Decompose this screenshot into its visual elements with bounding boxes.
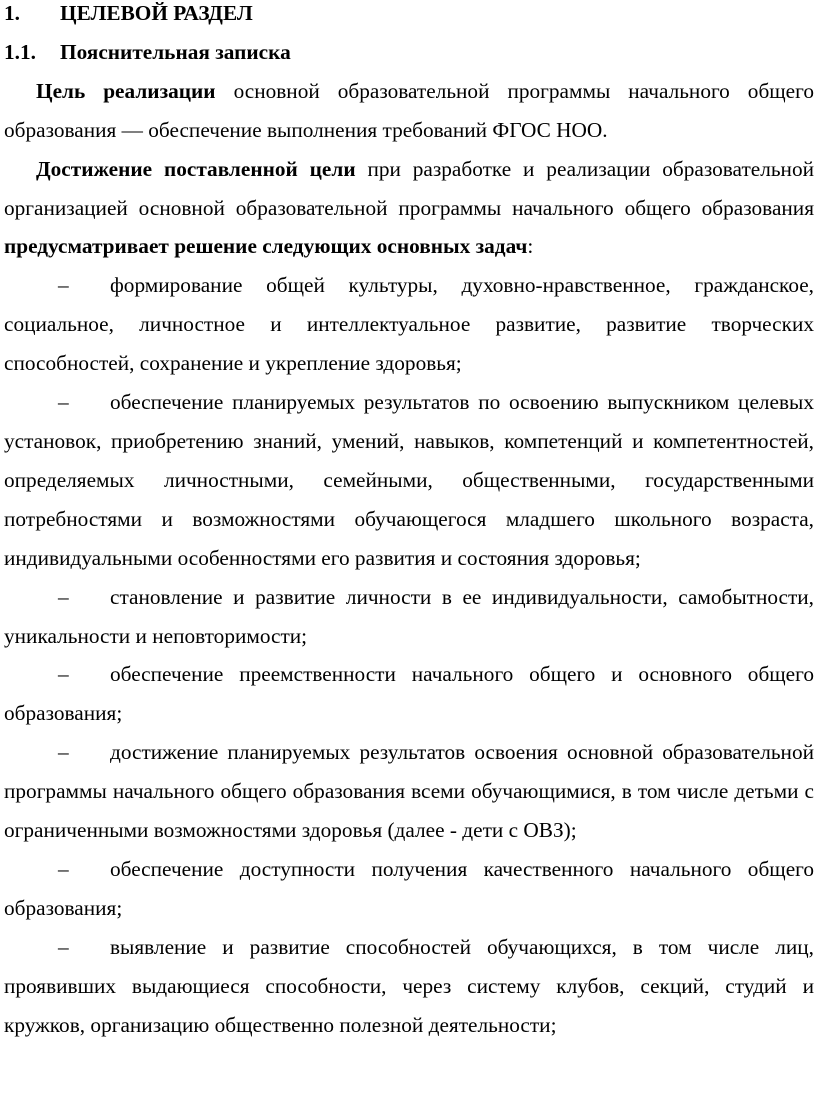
tasks-colon: : <box>527 234 534 259</box>
list-marker: – <box>58 273 69 298</box>
section-title: ЦЕЛЕВОЙ РАЗДЕЛ <box>60 1 253 25</box>
list-item-text: достижение планируемых результатов освоения основной образовательной программы начального общего образования всеми обучающимися, в том числе детьми с ограниченными возможностями здоровья (далее - дети с ОВЗ); <box>4 740 814 843</box>
achievement-bold-phrase: Достижение поставленной цели <box>36 156 356 181</box>
subsection-number: 1.1. <box>4 39 36 64</box>
list-item <box>4 928 814 1045</box>
list-item-text: становление и развитие личности в ее индивидуальности, самобытности, уникальности и неповторимости; <box>4 584 814 648</box>
list-marker: – <box>58 934 69 959</box>
goal-text: основной образовательной программы начального общего образования — обеспечение выполнения требований ФГОС НОО. <box>4 78 814 142</box>
list-marker: – <box>58 856 69 881</box>
list-item <box>4 383 814 578</box>
list-item <box>4 578 814 656</box>
goal-bold-phrase: Цель реализации <box>36 78 216 103</box>
list-item <box>4 733 814 850</box>
list-marker: – <box>58 662 69 687</box>
section-number: 1. <box>4 1 20 25</box>
list-item-text: формирование общей культуры, духовно-нравственное, гражданское, социальное, личностное и интеллектуальное развитие, развитие творческих способностей, сохранение и укрепление здоровья; <box>4 273 814 376</box>
list-item-text: обеспечение преемственности начального общего и основного общего образования; <box>4 662 814 726</box>
list-item-text: обеспечение доступности получения качественного начального общего образования; <box>4 856 814 920</box>
list-item <box>4 850 814 928</box>
list-marker: – <box>58 390 69 415</box>
list-item-text: выявление и развитие способностей обучающихся, в том числе лиц, проявивших выдающиеся способности, через систему клубов, секций, студий и кружков, организацию общественно полезной деятельности; <box>4 934 814 1037</box>
section-heading <box>4 0 814 33</box>
list-item <box>4 266 814 383</box>
tasks-bold-phrase: предусматривает решение следующих основных задач <box>4 234 528 259</box>
document-page <box>4 0 814 1044</box>
list-item <box>4 655 814 733</box>
list-marker: – <box>58 740 69 765</box>
subsection-heading <box>4 33 814 72</box>
subsection-title: Пояснительная записка <box>60 39 291 64</box>
list-marker: – <box>58 584 69 609</box>
goal-paragraph <box>4 72 814 150</box>
list-item-text: обеспечение планируемых результатов по освоению выпускником целевых установок, приобретению знаний, умений, навыков, компетенций и компетентностей, определяемых личностными, семейными, общественными, государственными потребностями и возможностями обучающегося младшего школьного возраста, индивидуальными особенностями его развития и состояния здоровья; <box>4 390 814 570</box>
achievement-paragraph <box>4 150 814 267</box>
achievement-text: при разработке и реализации образовательной организацией основной образовательной программы начального общего образования <box>4 156 814 220</box>
